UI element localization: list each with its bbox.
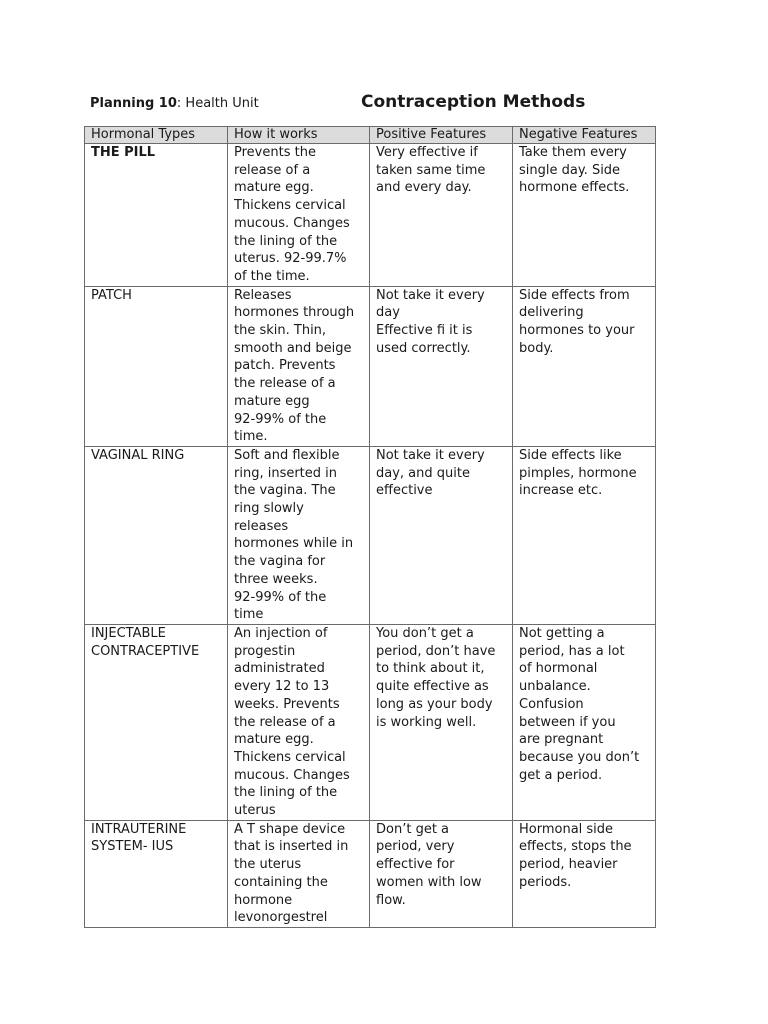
cell-how-it-works: Releases hormones through the skin. Thin, smooth and beige patch. Prevents the release of a mature egg 92-99% of the time. [228, 286, 370, 446]
cell-how-it-works: Soft and flexible ring, inserted in the vagina. The ring slowly releases hormones while in the vagina for three weeks. 92-99% of the time [228, 446, 370, 624]
cell-method-type: INTRAUTERINE SYSTEM- IUS [85, 820, 228, 927]
table-row [85, 624, 656, 820]
table-header-row [85, 127, 656, 144]
column-header-negative-features: Negative Features [513, 127, 656, 144]
cell-positive-features: Don’t get a period, very effective for women with low flow. [370, 820, 513, 927]
page-title: Contraception Methods [361, 92, 586, 112]
cell-negative-features: Side effects like pimples, hormone increase etc. [513, 446, 656, 624]
cell-method-type: VAGINAL RING [85, 446, 228, 624]
cell-how-it-works: An injection of progestin administrated every 12 to 13 weeks. Prevents the release of a mature egg. Thickens cervical mucous. Changes the lining of the uterus [228, 624, 370, 820]
planning-heading [90, 96, 259, 111]
contraception-methods-table [84, 126, 656, 928]
cell-how-it-works: Prevents the release of a mature egg. Thickens cervical mucous. Changes the lining of the uterus. 92-99.7% of the time. [228, 144, 370, 287]
cell-positive-features: You don’t get a period, don’t have to think about it, quite effective as long as your body is working well. [370, 624, 513, 820]
table-row [85, 286, 656, 446]
column-header-hormonal-types: Hormonal Types [85, 127, 228, 144]
cell-positive-features: Not take it every day Effective fi it is used correctly. [370, 286, 513, 446]
column-header-positive-features: Positive Features [370, 127, 513, 144]
cell-positive-features: Not take it every day, and quite effective [370, 446, 513, 624]
cell-method-type: PATCH [85, 286, 228, 446]
table-row [85, 144, 656, 287]
cell-negative-features: Take them every single day. Side hormone effects. [513, 144, 656, 287]
table-row [85, 820, 656, 927]
planning-label: Planning 10 [90, 96, 177, 111]
cell-positive-features: Very effective if taken same time and every day. [370, 144, 513, 287]
planning-unit: : Health Unit [176, 96, 259, 111]
cell-negative-features: Side effects from delivering hormones to your body. [513, 286, 656, 446]
page-header [90, 92, 690, 120]
cell-method-type: INJECTABLE CONTRACEPTIVE [85, 624, 228, 820]
cell-negative-features: Hormonal side effects, stops the period, heavier periods. [513, 820, 656, 927]
column-header-how-it-works: How it works [228, 127, 370, 144]
table-row [85, 446, 656, 624]
cell-negative-features: Not getting a period, has a lot of hormonal unbalance. Confusion between if you are pregnant because you don’t get a period. [513, 624, 656, 820]
cell-method-type: THE PILL [85, 144, 228, 287]
cell-how-it-works: A T shape device that is inserted in the uterus containing the hormone levonorgestrel [228, 820, 370, 927]
